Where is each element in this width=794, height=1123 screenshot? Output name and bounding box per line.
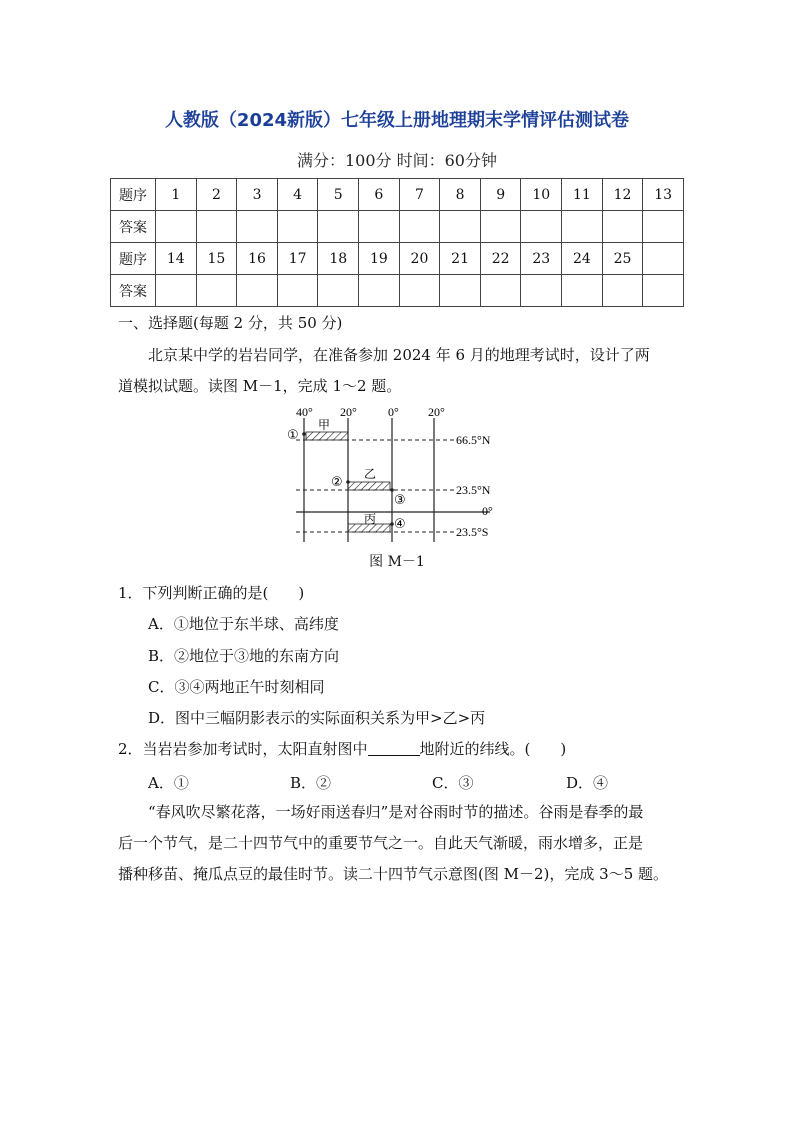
- question-2-stem: [118, 734, 566, 765]
- table-cell-number: 8: [440, 179, 481, 211]
- answer-cell[interactable]: [521, 275, 562, 307]
- table-cell-number: 21: [440, 243, 481, 275]
- table-cell-number: 19: [359, 243, 400, 275]
- lon-label: 20°: [340, 405, 357, 419]
- table-cell-number: 7: [399, 179, 440, 211]
- table-cell-number: 12: [602, 179, 643, 211]
- answer-cell[interactable]: [156, 211, 197, 243]
- question-2-option-b[interactable]: B．②: [290, 774, 332, 792]
- table-cell-number: 14: [156, 243, 197, 275]
- passage-line-3: 播种移苗、掩瓜点豆的最佳时节。读二十四节气示意图(图 M－2)，完成 3～5 题。: [118, 865, 669, 883]
- row-label-number: 题序: [111, 243, 156, 275]
- table-cell-number: 16: [237, 243, 278, 275]
- figure-m1: [284, 404, 510, 544]
- answer-cell[interactable]: [643, 275, 684, 307]
- answer-cell[interactable]: [237, 275, 278, 307]
- answer-cell[interactable]: [440, 211, 481, 243]
- question-1-option-c[interactable]: C．③④两地正午时刻相同: [148, 678, 325, 696]
- question-2-option-c[interactable]: C．③: [432, 774, 474, 792]
- number-row-1: [111, 179, 684, 211]
- answer-cell[interactable]: [196, 275, 237, 307]
- lon-label: 20°: [428, 405, 445, 419]
- point-label: ③: [394, 493, 406, 508]
- question-1-option-a[interactable]: A．①地位于东半球、高纬度: [148, 615, 339, 633]
- answer-cell[interactable]: [237, 211, 278, 243]
- lat-label: 23.5°S: [456, 525, 489, 539]
- table-cell-number: 3: [237, 179, 278, 211]
- question-2-stem-before: 2．当岩岩参加考试时，太阳直射图中: [118, 740, 368, 758]
- answer-cell[interactable]: [643, 211, 684, 243]
- table-cell-number: 2: [196, 179, 237, 211]
- table-cell-number: 24: [562, 243, 603, 275]
- section-heading: 一、选择题(每题 2 分，共 50 分): [118, 314, 343, 332]
- answer-cell[interactable]: [602, 211, 643, 243]
- answer-cell[interactable]: [562, 211, 603, 243]
- answer-cell[interactable]: [399, 275, 440, 307]
- figure-caption: 图 M－1: [369, 554, 425, 570]
- table-cell-number: 23: [521, 243, 562, 275]
- table-cell-number: 10: [521, 179, 562, 211]
- answer-cell[interactable]: [156, 275, 197, 307]
- answer-table: [110, 178, 684, 307]
- answer-cell[interactable]: [480, 275, 521, 307]
- question-2-option-d[interactable]: D．④: [566, 774, 609, 792]
- table-cell-number: 13: [643, 179, 684, 211]
- answer-cell[interactable]: [318, 275, 359, 307]
- region-label: 丙: [364, 512, 377, 526]
- intro-line-1: 北京某中学的岩岩同学，在准备参加 2024 年 6 月的地理考试时，设计了两: [148, 346, 650, 364]
- row-label-answer: 答案: [111, 275, 156, 307]
- table-cell-number: 18: [318, 243, 359, 275]
- table-cell-number: 9: [480, 179, 521, 211]
- point-label: ①: [287, 428, 299, 443]
- passage-line-2: 后一个节气，是二十四节气中的重要节气之一。自此天气渐暖，雨水增多，正是: [118, 834, 644, 852]
- point-1: [302, 432, 306, 436]
- region-label: 乙: [364, 467, 377, 481]
- table-cell-number: 5: [318, 179, 359, 211]
- region-yi: [348, 482, 390, 490]
- table-cell-number: 15: [196, 243, 237, 275]
- region-jia: [306, 432, 348, 440]
- table-cell-number: 20: [399, 243, 440, 275]
- point-2: [346, 480, 350, 484]
- table-cell-number: 4: [277, 179, 318, 211]
- answer-cell[interactable]: [440, 275, 481, 307]
- lat-label: 0°: [482, 504, 493, 518]
- answer-cell[interactable]: [480, 211, 521, 243]
- answer-cell[interactable]: [521, 211, 562, 243]
- lon-label: 0°: [388, 405, 399, 419]
- question-1-option-b[interactable]: B．②地位于③地的东南方向: [148, 647, 340, 665]
- answer-row-1: [111, 211, 684, 243]
- question-1-stem: 1．下列判断正确的是( ): [118, 584, 305, 602]
- answer-cell[interactable]: [359, 275, 400, 307]
- answer-cell[interactable]: [318, 211, 359, 243]
- question-2-stem-after: 地附近的纬线。( ): [419, 740, 567, 758]
- exam-title: 人教版（2024新版）七年级上册地理期末学情评估测试卷: [164, 110, 630, 131]
- question-1-option-d[interactable]: D．图中三幅阴影表示的实际面积关系为甲>乙>丙: [148, 709, 486, 727]
- table-cell-number: 22: [480, 243, 521, 275]
- table-cell-number: 25: [602, 243, 643, 275]
- table-cell-number: 1: [156, 179, 197, 211]
- question-2-option-a[interactable]: A．①: [148, 774, 189, 792]
- answer-cell[interactable]: [562, 275, 603, 307]
- answer-cell[interactable]: [277, 275, 318, 307]
- answer-row-2: [111, 275, 684, 307]
- answer-cell[interactable]: [359, 211, 400, 243]
- table-cell-number: [643, 243, 684, 275]
- answer-cell[interactable]: [277, 211, 318, 243]
- passage-line-1: “春风吹尽繁花落，一场好雨送春归”是对谷雨时节的描述。谷雨是春季的最: [148, 803, 644, 821]
- point-label: ④: [394, 517, 406, 532]
- point-3: [390, 488, 394, 492]
- lat-label: 66.5°N: [456, 433, 491, 447]
- table-cell-number: 6: [359, 179, 400, 211]
- row-label-answer: 答案: [111, 211, 156, 243]
- row-label-number: 题序: [111, 179, 156, 211]
- point-label: ②: [331, 475, 343, 490]
- table-cell-number: 17: [277, 243, 318, 275]
- lat-label: 23.5°N: [456, 483, 491, 497]
- intro-line-2: 道模拟试题。读图 M－1，完成 1～2 题。: [118, 377, 402, 395]
- table-cell-number: 11: [562, 179, 603, 211]
- answer-cell[interactable]: [602, 275, 643, 307]
- question-2-blank[interactable]: [368, 737, 420, 756]
- answer-cell[interactable]: [196, 211, 237, 243]
- answer-cell[interactable]: [399, 211, 440, 243]
- lon-label: 40°: [296, 405, 313, 419]
- exam-subtitle: 满分：100分 时间：60分钟: [297, 151, 497, 170]
- number-row-2: [111, 243, 684, 275]
- region-label: 甲: [318, 418, 331, 432]
